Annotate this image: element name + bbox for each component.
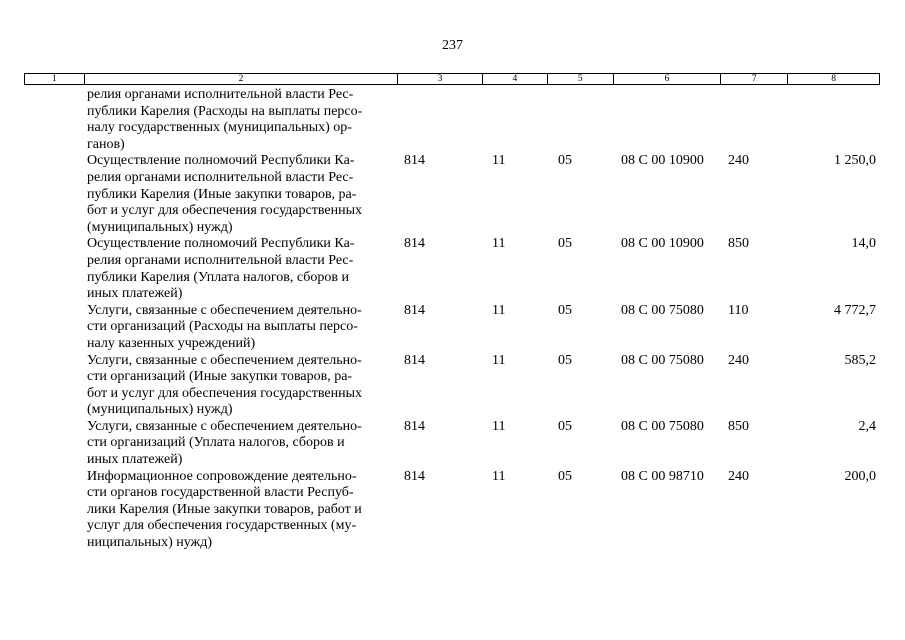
name-line: публики Карелия (Уплата налогов, сборов и (87, 269, 349, 285)
name-line: сти организаций (Расходы на выплаты персо- (87, 319, 358, 335)
section-code: 11 (492, 418, 506, 434)
name-line: иных платежей) (87, 452, 183, 468)
expense-name (84, 469, 398, 552)
table-row (24, 419, 880, 469)
table-row (24, 153, 880, 236)
column-header-1: 1 (25, 74, 85, 84)
data-rows (24, 153, 880, 551)
name-line: релия органами исполнительной власти Рес- (87, 252, 354, 268)
name-line: (муниципальных) нужд) (87, 402, 233, 418)
subsection-code: 05 (558, 236, 572, 252)
section-code: 11 (492, 302, 506, 318)
expense-name (84, 303, 398, 353)
name-line: релия органами исполнительной власти Рес- (87, 87, 354, 102)
expense-type-code: 240 (728, 153, 749, 169)
name-line: сти организаций (Иные закупки товаров, ра- (87, 369, 353, 385)
amount-value: 4 772,7 (834, 302, 876, 318)
column-header-5: 5 (548, 74, 614, 84)
name-line: бот и услуг для обеспечения государственных (87, 203, 362, 219)
name-line: релия органами исполнительной власти Рес- (87, 169, 354, 185)
name-line: налу государственных (муниципальных) ор- (87, 120, 352, 136)
expense-name (84, 419, 398, 469)
amount-value: 585,2 (844, 352, 876, 368)
name-line: Услуги, связанные с обеспечением деятельно- (87, 418, 362, 434)
expense-name (84, 353, 398, 419)
ministry-code: 814 (404, 302, 425, 318)
name-line: иных платежей) (87, 286, 183, 302)
name-line: сти организаций (Уплата налогов, сборов и (87, 435, 345, 451)
name-line: сти органов государственной власти Респуб- (87, 485, 354, 501)
column-header-4: 4 (483, 74, 548, 84)
name-line: (муниципальных) нужд) (87, 219, 233, 235)
name-line: Осуществление полномочий Республики Ка- (87, 236, 355, 252)
expense-type-code: 850 (728, 418, 749, 434)
target-article-code: 08 С 00 75080 (621, 302, 704, 318)
name-line: Услуги, связанные с обеспечением деятельно- (87, 352, 362, 368)
expense-type-code: 240 (728, 352, 749, 368)
table-row (24, 236, 880, 302)
target-article-code: 08 С 00 10900 (621, 236, 704, 252)
table-row (24, 303, 880, 353)
column-header-6: 6 (614, 74, 722, 84)
name-line: ниципальных) нужд) (87, 535, 212, 551)
table-row (24, 353, 880, 419)
subsection-code: 05 (558, 352, 572, 368)
target-article-code: 08 С 00 75080 (621, 352, 704, 368)
name-line: услуг для обеспечения государственных (му- (87, 518, 357, 534)
continuation-name (84, 87, 398, 153)
expense-type-code: 850 (728, 236, 749, 252)
section-code: 11 (492, 236, 506, 252)
target-article-code: 08 С 00 98710 (621, 468, 704, 484)
subsection-code: 05 (558, 418, 572, 434)
ministry-code: 814 (404, 468, 425, 484)
continuation-row (24, 87, 880, 153)
name-line: Услуги, связанные с обеспечением деятельно- (87, 302, 362, 318)
section-code: 11 (492, 468, 506, 484)
name-line: ганов) (87, 136, 125, 152)
name-line: налу казенных учреждений) (87, 335, 256, 351)
subsection-code: 05 (558, 468, 572, 484)
name-line: публики Карелия (Иные закупки товаров, ра- (87, 186, 357, 202)
column-header-3: 3 (398, 74, 483, 84)
table-header (24, 73, 880, 85)
target-article-code: 08 С 00 75080 (621, 418, 704, 434)
table-row (24, 469, 880, 552)
table-body (24, 87, 880, 552)
page-number: 237 (442, 38, 463, 53)
name-line: Информационное сопровождение деятельно- (87, 468, 357, 484)
amount-value: 14,0 (851, 236, 876, 252)
expense-type-code: 110 (728, 302, 749, 318)
ministry-code: 814 (404, 236, 425, 252)
name-line: лики Карелия (Иные закупки товаров, работ и (87, 501, 362, 517)
subsection-code: 05 (558, 153, 572, 169)
expense-name (84, 236, 398, 302)
column-header-8: 8 (831, 74, 836, 84)
ministry-code: 814 (404, 418, 425, 434)
expense-type-code: 240 (728, 468, 749, 484)
target-article-code: 08 С 00 10900 (621, 153, 704, 169)
section-code: 11 (492, 153, 506, 169)
name-line: публики Карелия (Расходы на выплаты персо- (87, 103, 363, 119)
section-code: 11 (492, 352, 506, 368)
subsection-code: 05 (558, 302, 572, 318)
name-line: Осуществление полномочий Республики Ка- (87, 153, 355, 169)
expense-name (84, 153, 398, 236)
column-header-7: 7 (721, 74, 788, 84)
ministry-code: 814 (404, 352, 425, 368)
amount-value: 2,4 (858, 418, 876, 434)
column-header-2: 2 (85, 74, 398, 84)
amount-value: 1 250,0 (834, 153, 876, 169)
amount-value: 200,0 (844, 468, 876, 484)
ministry-code: 814 (404, 153, 425, 169)
name-line: бот и услуг для обеспечения государственных (87, 385, 362, 401)
